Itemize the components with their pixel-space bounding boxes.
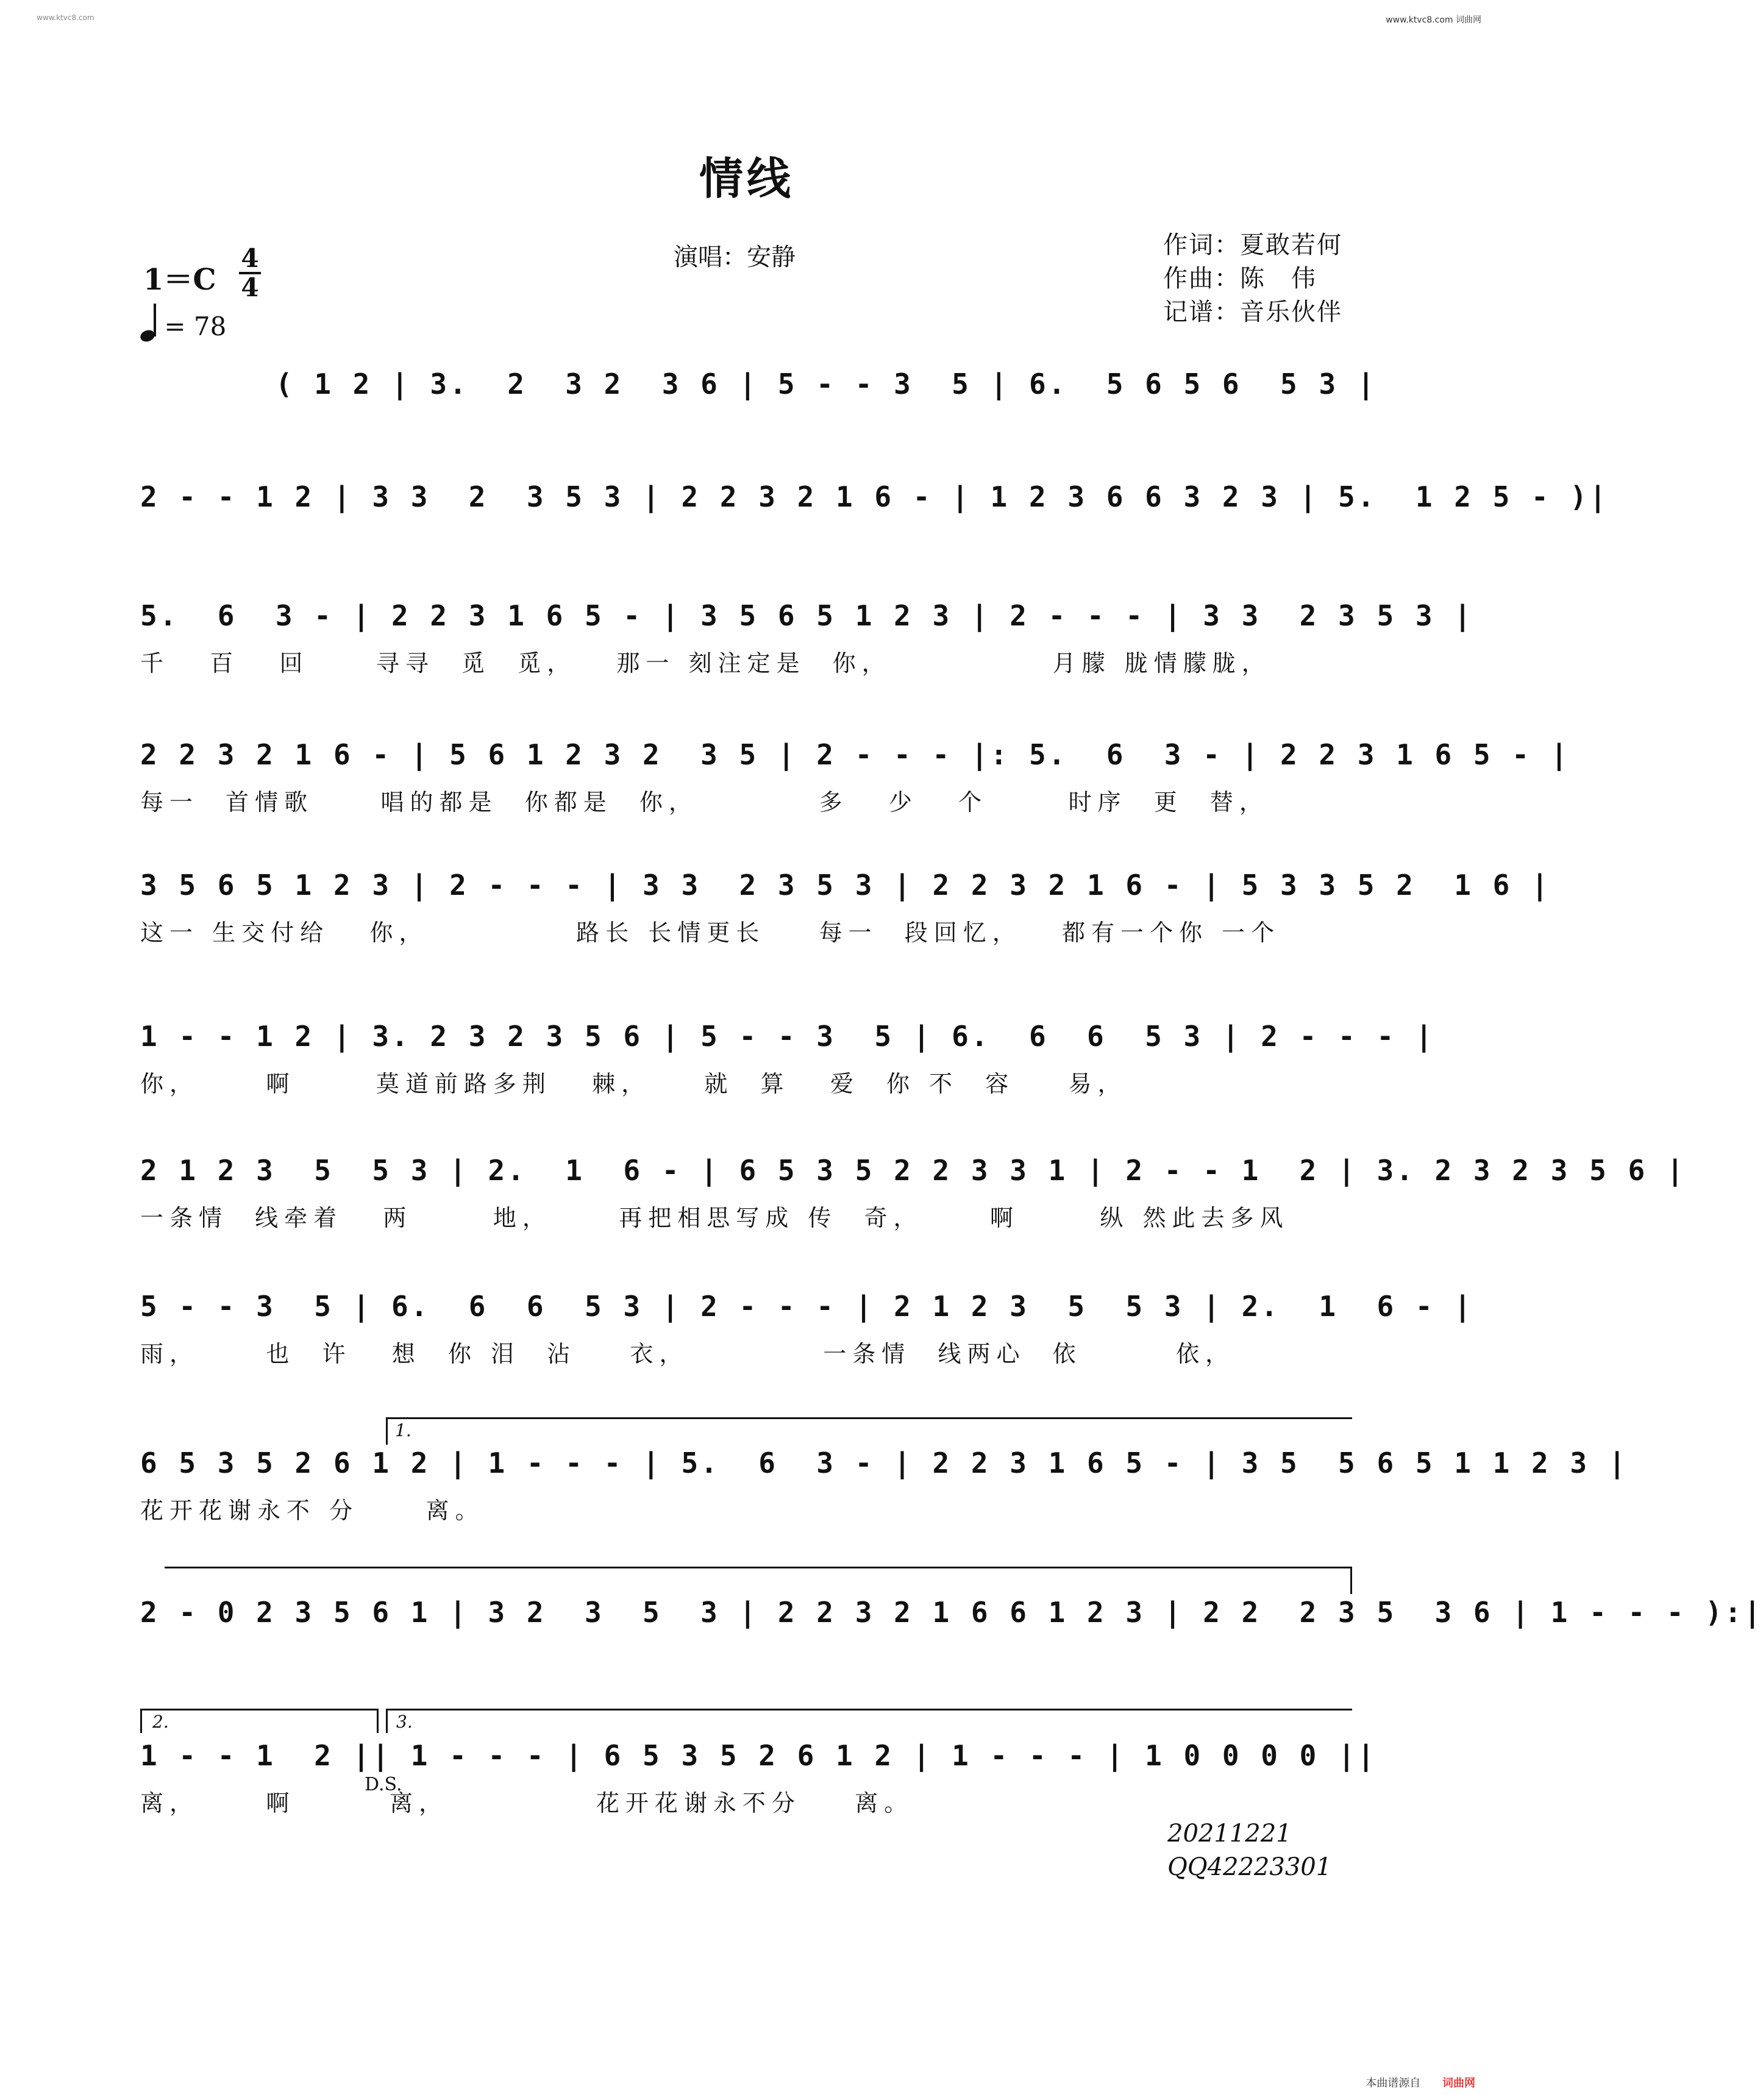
corner-watermark: www.ktvc8.com	[37, 13, 94, 22]
time-signature	[239, 245, 261, 301]
notation-line: 2 2 3 2 1 6 - | 5 6 1 2 3 2 3 5 | 2 - - - |: 5. 6 3 - | 2 2 3 1 6 5 - |	[140, 738, 1570, 771]
ending-2-bracket-edge	[140, 1709, 142, 1733]
tempo-value: = 78	[164, 311, 227, 341]
notation-line: 3 5 6 5 1 2 3 | 2 - - - | 3 3 2 3 5 3 | 2 2 3 2 1 6 - | 5 3 3 5 2 1 6 |	[140, 869, 1551, 902]
lyric-line: 雨， 也 许 想 你 泪 沾 衣， 一条情 线两心 依 依，	[140, 1340, 1235, 1367]
ending-2-label: 2.	[152, 1712, 169, 1732]
ending-3-label: 3.	[396, 1712, 413, 1732]
ending-1-bracket-end	[1350, 1567, 1352, 1594]
lyric-line: 这一 生交付给 你， 路长 长情更长 每一 段回忆， 都有一个你 一个	[140, 919, 1281, 946]
lyric-line: 你， 啊 莫道前路多荆 棘， 就 算 爱 你 不 容 易，	[140, 1070, 1127, 1097]
notation-line: 6 5 3 5 2 6 1 2 | 1 - - - | 5. 6 3 - | 2 2 3 1 6 5 - | 3 5 5 6 5 1 1 2 3 |	[140, 1447, 1628, 1479]
footer-source[interactable]	[1366, 2074, 1475, 2090]
notation-line: 2 - 0 2 3 5 6 1 | 3 2 3 5 3 | 2 2 3 2 1 6 6 1 2 3 | 2 2 2 3 5 3 6 | 1 - - - ):|	[140, 1596, 1763, 1629]
notation-line: 5 - - 3 5 | 6. 6 6 5 3 | 2 - - - | 2 1 2 3 5 5 3 | 2. 1 6 - |	[140, 1290, 1473, 1323]
notation-line: 1 - - 1 2 || 1 - - - | 6 5 3 5 2 6 1 2 | 1 - - - | 1 0 0 0 0 ||	[140, 1739, 1377, 1772]
composer-credit: 作曲：陈 伟	[1163, 265, 1317, 293]
time-sig-top: 4	[241, 243, 259, 273]
tempo-marking	[140, 305, 226, 341]
ending-1-label: 1.	[395, 1420, 411, 1440]
footer-site-link[interactable]: 词曲网	[1442, 2077, 1475, 2090]
song-title: 情线	[699, 153, 794, 204]
transcriber-contact: QQ42223301	[1167, 1853, 1332, 1881]
ending-3-bracket-edge	[386, 1709, 388, 1733]
lyric-line: 离， 啊 离， 花开花谢永不分 离。	[140, 1790, 914, 1817]
notation-line: 2 1 2 3 5 5 3 | 2. 1 6 - | 6 5 3 5 2 2 3 3 1 | 2 - - 1 2 | 3. 2 3 2 3 5 6 |	[140, 1154, 1686, 1187]
footer-source-label: 本曲谱源自	[1366, 2077, 1421, 2090]
transcriber-credit: 记谱：音乐伙伴	[1163, 298, 1342, 326]
quarter-note-icon	[140, 305, 156, 341]
ending-3-bracket	[386, 1709, 1352, 1710]
transcription-date: 20211221	[1167, 1820, 1292, 1848]
lyric-line: 花开花谢永不 分 离。	[140, 1497, 485, 1524]
notation-line: 1 - - 1 2 | 3. 2 3 2 3 5 6 | 5 - - 3 5 | 6. 6 6 5 3 | 2 - - - |	[140, 1020, 1435, 1053]
ending-1-bracket	[386, 1417, 1352, 1419]
key-signature: 1＝C	[143, 263, 216, 297]
time-sig-bottom: 4	[241, 272, 259, 302]
notation-line: 2 - - 1 2 | 3 3 2 3 5 3 | 2 2 3 2 1 6 - | 1 2 3 6 6 3 2 3 | 5. 1 2 5 - )|	[140, 480, 1609, 513]
ending-2-bracket	[140, 1709, 378, 1710]
lyric-line: 千 百 回 寻寻 觅 觅， 那一 刻注定是 你， 月朦 胧情朦胧，	[140, 650, 1271, 677]
dal-segno-mark: D.S.	[365, 1774, 402, 1795]
lyric-line: 一条情 线牵着 两 地， 再把相思写成 传 奇， 啊 纵 然此去多风	[140, 1205, 1289, 1231]
site-header[interactable]: www.ktvc8.com 词曲网	[1386, 15, 1481, 25]
ending-2-bracket-end	[377, 1709, 379, 1733]
lyricist-credit: 作词：夏敢若何	[1163, 231, 1342, 259]
notation-line: ( 1 2 | 3. 2 3 2 3 6 | 5 - - 3 5 | 6. 5 6 5 6 5 3 |	[140, 368, 1377, 400]
lyric-line: 每一 首情歌 唱的都是 你都是 你， 多 少 个 时序 更 替，	[140, 789, 1269, 816]
notation-line: 5. 6 3 - | 2 2 3 1 6 5 - | 3 5 6 5 1 2 3 | 2 - - - | 3 3 2 3 5 3 |	[140, 599, 1473, 632]
ending-1-continuation	[165, 1567, 1350, 1568]
ending-1-bracket-edge	[386, 1417, 388, 1445]
singer-credit: 演唱：安静	[674, 243, 796, 271]
